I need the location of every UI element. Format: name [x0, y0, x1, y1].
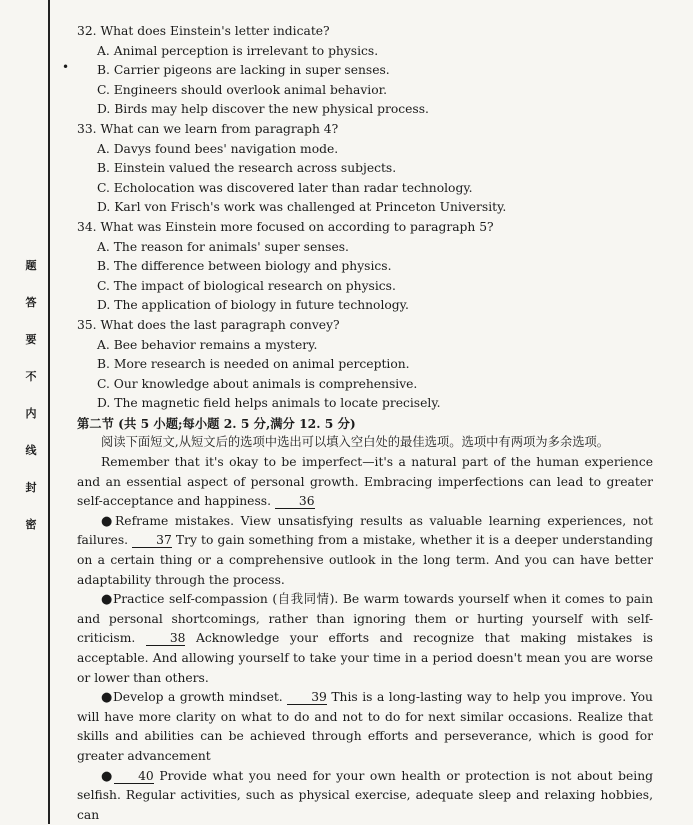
answer-option: D. Birds may help discover the new physical process. [97, 102, 429, 117]
passage-paragraph [77, 512, 653, 590]
answer-option: D. The application of biology in future technology. [97, 298, 409, 313]
blank-40: 40 [114, 769, 154, 784]
paragraph-text: Acknowledge your efforts and recognize that making mistakes is acceptable. And allowing yourself to take your time in a period doesn't mean you are worse or lower than others. [77, 631, 653, 685]
section-heading: 第二节 (共 5 小题;每小题 2. 5 分,满分 12. 5 分) [77, 415, 356, 431]
answer-option: B. Einstein valued the research across subjects. [97, 161, 397, 176]
margin-char: 内 [25, 407, 37, 420]
answer-option: A. The reason for animals' super senses. [97, 239, 349, 254]
margin-char: 封 [25, 481, 37, 494]
question-stem: 34. What was Einstein more focused on according to paragraph 5? [77, 219, 494, 234]
bullet-icon: ● [101, 592, 113, 608]
paragraph-text: Try to gain something from a mistake, whether it is a deeper understanding on a certain thing or a comprehensive outlook in the long term. And you can have better adaptability through the process. [77, 533, 653, 587]
bullet-icon: ● [101, 690, 113, 706]
margin-char: 密 [25, 518, 37, 531]
answer-option: D. Karl von Frisch's work was challenged at Princeton University. [97, 200, 507, 215]
passage-paragraph [77, 767, 653, 825]
answer-option: C. The impact of biological research on physics. [97, 278, 396, 293]
paragraph-text: This is a long-lasting way to help you improve. You will have more clarity on what to do and not to do for next similar occasions. Realize that skills and abilities can be achieved through efforts and perseverance, which is good for greater advancement [77, 690, 653, 763]
blank-38: 38 [146, 631, 186, 646]
margin-char: 答 [25, 296, 37, 309]
margin-char: 要 [25, 333, 37, 346]
answer-option: C. Echolocation was discovered later than radar technology. [97, 180, 473, 195]
answer-option: C. Our knowledge about animals is comprehensive. [97, 376, 418, 391]
question-stem: 33. What can we learn from paragraph 4? [77, 121, 339, 136]
bullet-icon: ● [101, 513, 116, 529]
question-stem: 35. What does the last paragraph convey? [77, 317, 340, 332]
paragraph-text: Reframe mistakes. View unsatisfying results as valuable learning experiences, not failures. [77, 513, 653, 548]
answer-option: A. Animal perception is irrelevant to physics. [97, 43, 379, 58]
passage-paragraph [77, 453, 653, 512]
answer-option: A. Bee behavior remains a mystery. [97, 337, 318, 352]
paragraph-text: Practice self-compassion (自我同情). Be warm towards yourself when it comes to pain and personal shortcomings, rather than ignoring them or hurting yourself with self-criticism. [77, 592, 653, 646]
answer-option: B. Carrier pigeons are lacking in super senses. [97, 63, 390, 78]
bullet-icon: ● [101, 768, 115, 784]
stray-mark: • [62, 60, 70, 74]
answer-option: C. Engineers should overlook animal behavior. [97, 82, 388, 97]
blank-37: 37 [132, 533, 172, 548]
passage-paragraph [77, 590, 653, 688]
paragraph-text: Develop a growth mindset. [112, 690, 283, 705]
margin-char: 线 [25, 444, 37, 457]
question-stem: 32. What does Einstein's letter indicate? [77, 24, 330, 38]
blank-36: 36 [275, 494, 315, 509]
answer-option: D. The magnetic field helps animals to locate precisely. [97, 396, 441, 411]
margin-char: 不 [25, 370, 37, 383]
answer-option: A. Davys found bees' navigation mode. [97, 141, 339, 156]
exam-content [77, 22, 653, 825]
paragraph-text: Remember that it's okay to be imperfect—it's a natural part of the human experience and an essential aspect of personal growth. Embracing imperfections can lead to greater self-acceptance and happiness. [77, 455, 653, 509]
section-instruction: 阅读下面短文,从短文后的选项中选出可以填入空白处的最佳选项。选项中有两项为多余选项。 [101, 435, 610, 450]
binding-margin-text [22, 258, 40, 554]
blank-39: 39 [287, 690, 327, 705]
binding-line [48, 0, 50, 824]
paragraph-text: Provide what you need for your own health or protection is not about being selfish. Regular activities, such as physical exercise, adequate sleep and relaxing hobbies, can [77, 768, 653, 822]
answer-option: B. The difference between biology and physics. [97, 259, 392, 274]
margin-char: 题 [25, 259, 37, 272]
answer-option: B. More research is needed on animal perception. [97, 357, 410, 372]
passage-paragraph [77, 688, 653, 766]
